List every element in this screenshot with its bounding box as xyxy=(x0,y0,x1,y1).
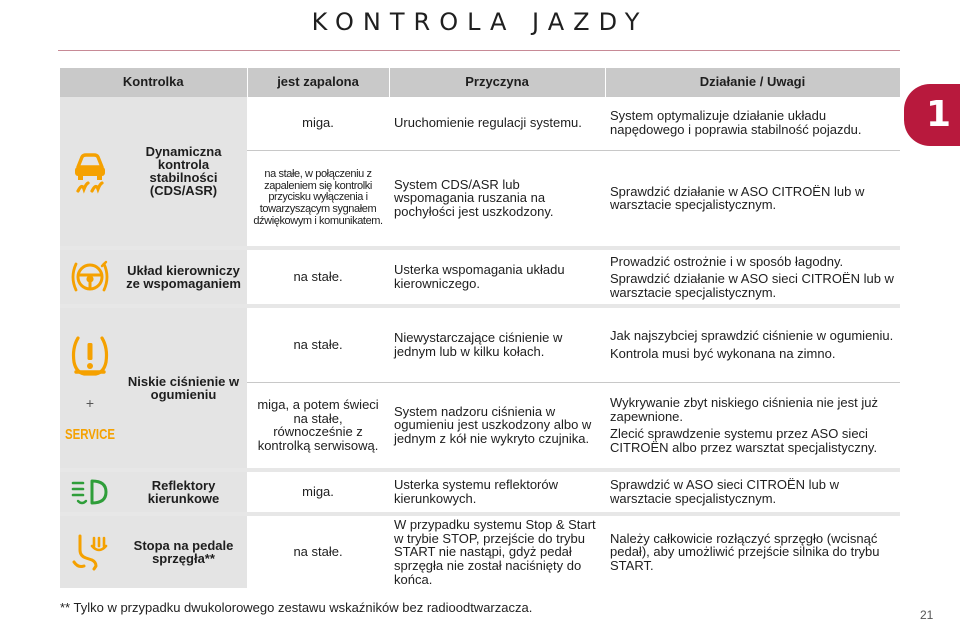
steering-state: na stałe. xyxy=(247,248,389,306)
tyre-state-2: miga, a potem świeci na stałe, równocześnie z kontrolką serwisową. xyxy=(247,382,389,470)
cds-action-1: System optymalizuje działanie układu napędowego i poprawia stabilność pojazdu. xyxy=(605,96,900,150)
tyre-icon-cell xyxy=(60,306,120,470)
table-row xyxy=(60,96,900,150)
tyre-action-cell-2 xyxy=(605,382,900,470)
title-divider xyxy=(58,50,900,51)
header-state: jest zapalona xyxy=(247,68,389,96)
steering-action-1: Prowadzić ostrożnie i w sposób łagodny. xyxy=(610,253,844,269)
headlamp-name: Reflektory kierunkowe xyxy=(120,470,247,514)
header-indicator: Kontrolka xyxy=(60,68,247,96)
clutch-pedal-foot-icon xyxy=(70,532,110,572)
tyre-cause-1: Niewystarczające ciśnienie w jednym lub w kilku kołach. xyxy=(389,306,605,382)
service-warning-icon xyxy=(63,424,117,442)
tyre-name: Niskie ciśnienie w ogumieniu xyxy=(120,306,247,470)
clutch-name: Stopa na pedale sprzęgła** xyxy=(120,514,247,588)
steering-cause: Usterka wspomagania układu kierowniczego. xyxy=(389,248,605,306)
page-number: 21 xyxy=(920,608,934,622)
clutch-action: Należy całkowicie rozłączyć sprzęgło (wcisnąć pedał), aby umożliwić przejście silnika do trybu START. xyxy=(605,514,900,588)
cds-cause-1: Uruchomienie regulacji systemu. xyxy=(389,96,605,150)
clutch-state: na stałe. xyxy=(247,514,389,588)
header-cause: Przyczyna xyxy=(389,68,605,96)
clutch-cause: W przypadku systemu Stop & Start w trybie STOP, przejście do trybu START nie nastąpi, gdyż pedał sprzęgła nie został naciśnięty do końca. xyxy=(389,514,605,588)
table-row xyxy=(60,514,900,588)
page-title: KONTROLA JAZDY xyxy=(311,8,649,36)
cds-action-2: Sprawdzić działanie w ASO CITROËN lub w warsztacie specjalistycznym. xyxy=(605,150,900,248)
service-label: SERVICE xyxy=(65,426,115,444)
footnote: ** Tylko w przypadku dwukolorowego zestawu wskaźników bez radioodtwarzacza. xyxy=(60,600,533,615)
steering-wheel-warning-icon xyxy=(69,258,111,296)
table-header-row xyxy=(60,68,900,96)
steering-action-2: Sprawdzić działanie w ASO sieci CITROËN lub w warsztacie specjalistycznym. xyxy=(610,271,894,300)
tyre-action-1a: Jak najszybciej sprawdzić ciśnienie w ogumieniu. xyxy=(610,328,894,344)
table-row xyxy=(60,248,900,306)
cds-state-2: na stałe, w połączeniu z zapaleniem się kontrolki przycisku wyłączenia i towarzyszącym sygnałem dźwiękowym i komunikatem. xyxy=(247,150,389,248)
tyre-pressure-icon xyxy=(68,334,112,378)
indicator-table xyxy=(60,68,901,588)
tyre-state-1: na stałe. xyxy=(247,306,389,382)
headlamp-icon-cell xyxy=(60,470,120,514)
tyre-action-1b: Kontrola musi być wykonana na zimno. xyxy=(610,345,836,361)
tyre-action-cell-1 xyxy=(605,306,900,382)
car-skid-icon xyxy=(70,149,110,193)
chapter-tab[interactable]: 1 xyxy=(904,84,960,146)
cds-state-1: miga. xyxy=(247,96,389,150)
cds-icon-cell xyxy=(60,96,120,248)
tyre-cause-2: System nadzoru ciśnienia w ogumieniu jest uszkodzony albo w jednym z kół nie wykryto czujnika. xyxy=(389,382,605,470)
steering-name: Układ kierowniczy ze wspomaganiem xyxy=(120,248,247,306)
tyre-action-2a: Wykrywanie zbyt niskiego ciśnienia nie jest już zapewnione. xyxy=(610,394,878,424)
headlamp-state: miga. xyxy=(247,470,389,514)
header-action: Działanie / Uwagi xyxy=(605,68,900,96)
headlamp-cause: Usterka systemu reflektorów kierunkowych. xyxy=(389,470,605,514)
steering-icon-cell xyxy=(60,248,120,306)
plus-sign: + xyxy=(85,394,95,411)
cds-cause-2: System CDS/ASR lub wspomagania ruszania na pochyłości jest uszkodzony. xyxy=(389,150,605,248)
directional-headlamp-icon xyxy=(70,477,110,507)
indicator-table-wrapper xyxy=(60,68,900,588)
table-row xyxy=(60,470,900,514)
cds-name: Dynamiczna kontrola stabilności (CDS/ASR) xyxy=(120,96,247,248)
clutch-icon-cell xyxy=(60,514,120,588)
tyre-action-2b: Zlecić sprawdzenie systemu przez ASO sieci CITROËN albo przez warsztat specjalistyczny. xyxy=(610,426,878,455)
table-row xyxy=(60,306,900,382)
steering-action-cell xyxy=(605,248,900,306)
headlamp-action: Sprawdzić w ASO sieci CITROËN lub w warsztacie specjalistycznym. xyxy=(605,470,900,514)
